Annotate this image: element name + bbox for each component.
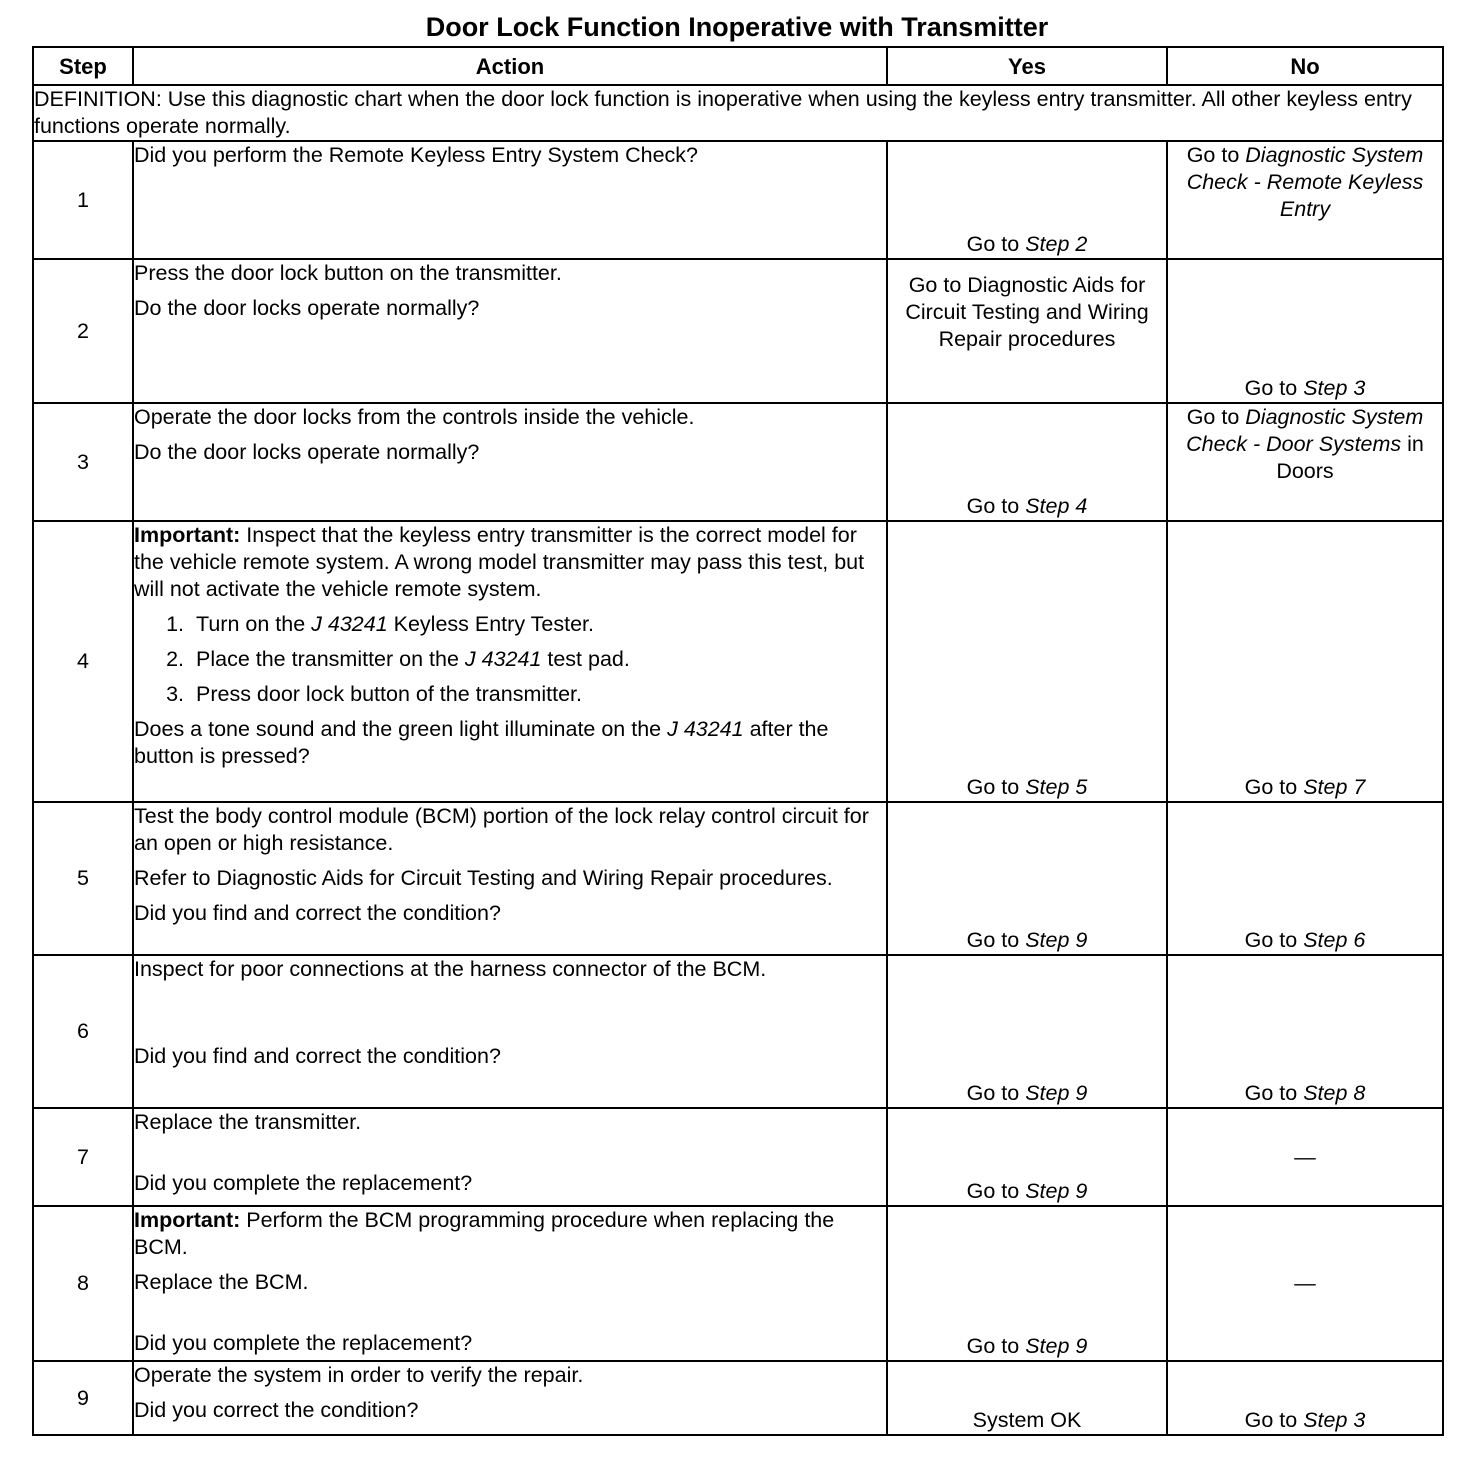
action-text: Refer to Diagnostic Aids for Circuit Testing and Wiring Repair procedures. (134, 866, 833, 890)
yes-cell (887, 1108, 1167, 1206)
goto-text: Go to (1244, 775, 1298, 799)
header-yes: Yes (887, 47, 1167, 85)
action-text: Inspect for poor connections at the harness connector of the BCM. (134, 957, 767, 981)
yes-cell (887, 802, 1167, 955)
yes-cell (887, 1206, 1167, 1361)
yes-step-link[interactable]: Step 9 (1025, 1179, 1088, 1203)
table-row (33, 259, 1443, 403)
no-cell (1167, 1206, 1443, 1361)
yes-step-link[interactable]: Step 9 (1025, 1334, 1088, 1358)
no-cell (1167, 802, 1443, 955)
table-row (33, 955, 1443, 1108)
no-step-link[interactable]: Step 3 (1303, 1408, 1366, 1432)
header-no: No (1167, 47, 1443, 85)
goto-text: Go to (966, 1334, 1020, 1358)
action-cell (133, 403, 887, 521)
step-number: 5 (33, 802, 133, 955)
yes-cell (887, 521, 1167, 802)
step-number: 9 (33, 1361, 133, 1435)
important-text: Perform the BCM programming procedure when replacing the BCM. (134, 1208, 835, 1259)
action-cell (133, 1108, 887, 1206)
no-cell (1167, 141, 1443, 259)
action-text: Press the door lock button on the transmitter. (134, 261, 562, 285)
action-question: Do the door locks operate normally? (134, 296, 480, 320)
list-item-text: test pad. (541, 647, 630, 671)
goto-text: Go to (1244, 1081, 1298, 1105)
table-row (33, 403, 1443, 521)
tool-name: J 43241 (311, 612, 388, 636)
important-text: Inspect that the keyless entry transmitter is the correct model for the vehicle remote system. A wrong model transmitter may pass this test, but will not activate the vehicle remote system. (134, 523, 865, 601)
step-number: 4 (33, 521, 133, 802)
goto-text: Go to (966, 232, 1020, 256)
yes-step-link[interactable]: Step 5 (1025, 775, 1088, 799)
yes-cell (887, 955, 1167, 1108)
action-cell (133, 141, 887, 259)
action-question: Did you complete the replacement? (134, 1331, 473, 1355)
tool-name: J 43241 (667, 717, 744, 741)
no-cell (1167, 1361, 1443, 1435)
no-diagnostic-link[interactable]: Diagnostic System Check - Remote Keyless Entry (1186, 143, 1424, 221)
important-note (134, 522, 886, 603)
list-item (190, 611, 886, 638)
step-number: 6 (33, 955, 133, 1108)
table-row (33, 521, 1443, 802)
action-cell (133, 802, 887, 955)
step-number: 2 (33, 259, 133, 403)
action-cell (133, 1206, 887, 1361)
yes-diagnostic-aids-link[interactable]: Go to Diagnostic Aids for Circuit Testing and Wiring Repair procedures (905, 273, 1149, 351)
action-text: Did you perform the Remote Keyless Entry System Check? (134, 143, 698, 167)
goto-text: Go to (1244, 376, 1298, 400)
yes-cell (887, 1361, 1167, 1435)
definition-row (33, 85, 1443, 141)
goto-text: Go to (1186, 405, 1240, 429)
question-text: after the button is pressed? (134, 717, 829, 768)
list-item (190, 646, 886, 673)
list-item-text: Place the transmitter on the (196, 647, 465, 671)
goto-text: Go to (1244, 928, 1298, 952)
table-row (33, 1108, 1443, 1206)
header-row (33, 47, 1443, 85)
procedure-list (134, 611, 886, 708)
yes-step-link[interactable]: Step 2 (1025, 232, 1088, 256)
step-number: 3 (33, 403, 133, 521)
no-step-link[interactable]: Step 6 (1303, 928, 1366, 952)
table-row (33, 1361, 1443, 1435)
action-cell (133, 1361, 887, 1435)
goto-text: Go to (1186, 143, 1240, 167)
no-step-link[interactable]: Step 3 (1303, 376, 1366, 400)
list-item-text: Keyless Entry Tester. (387, 612, 594, 636)
yes-step-link[interactable]: Step 9 (1025, 928, 1088, 952)
goto-text: Go to (966, 494, 1020, 518)
action-question: Did you complete the replacement? (134, 1171, 473, 1195)
action-question: Did you correct the condition? (134, 1398, 419, 1422)
yes-cell (887, 141, 1167, 259)
no-diagnostic-link[interactable]: Diagnostic System Check - Door Systems (1186, 405, 1424, 456)
action-text: Replace the transmitter. (134, 1110, 362, 1134)
table-row (33, 802, 1443, 955)
no-dash: — (1294, 1144, 1316, 1169)
action-question: Do the door locks operate normally? (134, 440, 480, 464)
yes-step-link[interactable]: Step 4 (1025, 494, 1088, 518)
system-ok-text: System OK (972, 1408, 1082, 1432)
action-text: Operate the system in order to verify the repair. (134, 1363, 584, 1387)
step-number: 8 (33, 1206, 133, 1361)
action-cell (133, 259, 887, 403)
action-text: Test the body control module (BCM) portion of the lock relay control circuit for an open or high resistance. (134, 804, 869, 855)
no-suffix: in Doors (1276, 432, 1424, 483)
no-cell (1167, 259, 1443, 403)
goto-text: Go to (1244, 1408, 1298, 1432)
goto-text: Go to (966, 928, 1020, 952)
no-cell (1167, 955, 1443, 1108)
action-cell (133, 955, 887, 1108)
action-question: Did you find and correct the condition? (134, 1044, 501, 1068)
no-cell (1167, 1108, 1443, 1206)
definition-text: DEFINITION: Use this diagnostic chart when the door lock function is inoperative when using the keyless entry transmitter. All other keyless entry functions operate normally. (33, 85, 1443, 141)
action-text: Operate the door locks from the controls inside the vehicle. (134, 405, 695, 429)
no-step-link[interactable]: Step 7 (1303, 775, 1366, 799)
header-step: Step (33, 47, 133, 85)
list-item-text: Turn on the (196, 612, 312, 636)
page-title: Door Lock Function Inoperative with Transmitter (425, 12, 1049, 42)
tool-name: J 43241 (464, 647, 542, 671)
important-note (134, 1207, 886, 1261)
list-item: 3. Press door lock button of the transmitter. (190, 681, 886, 708)
yes-step-link[interactable]: Step 9 (1025, 1081, 1088, 1105)
action-question (134, 716, 886, 770)
action-text: Replace the BCM. (134, 1270, 309, 1294)
step-number: 7 (33, 1108, 133, 1206)
important-label: Important: (134, 523, 241, 547)
table-row (33, 1206, 1443, 1361)
no-cell (1167, 521, 1443, 802)
step-number: 1 (33, 141, 133, 259)
question-text: Does a tone sound and the green light illuminate on the (134, 717, 668, 741)
header-action: Action (133, 47, 887, 85)
no-step-link[interactable]: Step 8 (1303, 1081, 1366, 1105)
table-row (33, 141, 1443, 259)
diagnostic-table (32, 46, 1444, 1436)
yes-cell (887, 259, 1167, 403)
yes-cell (887, 403, 1167, 521)
no-cell (1167, 403, 1443, 521)
goto-text: Go to (966, 775, 1020, 799)
goto-text: Go to (966, 1179, 1020, 1203)
goto-text: Go to (966, 1081, 1020, 1105)
important-label: Important: (134, 1208, 241, 1232)
no-dash: — (1294, 1271, 1316, 1295)
action-question: Did you find and correct the condition? (134, 901, 501, 925)
action-cell (133, 521, 887, 802)
